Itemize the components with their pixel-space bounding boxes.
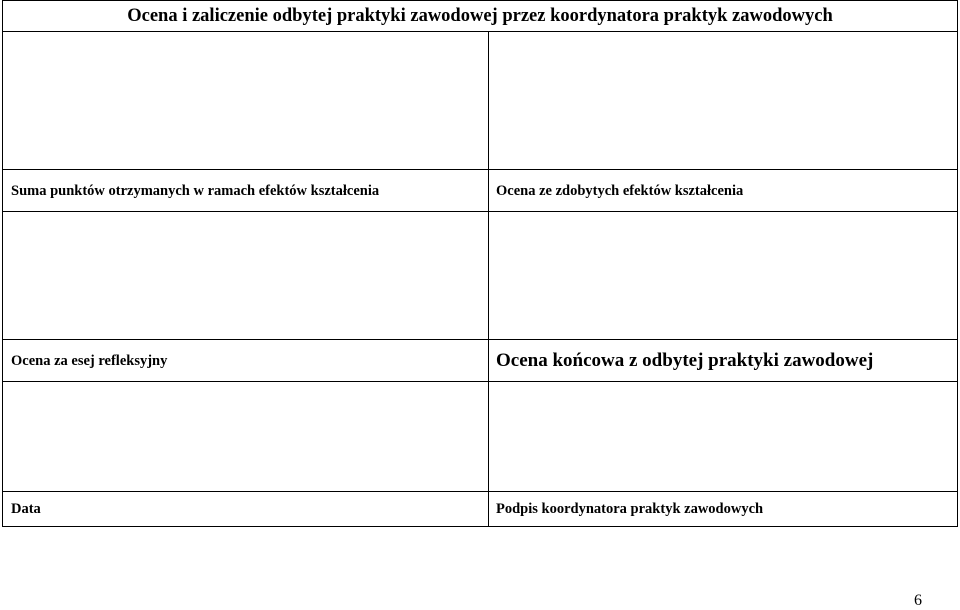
evaluation-form-table xyxy=(2,0,958,527)
essay-grade-label: Ocena za esej refleksyjny xyxy=(11,353,168,369)
row-divider xyxy=(3,211,957,212)
row-divider xyxy=(3,381,957,382)
grade-outcomes-label: Ocena ze zdobytych efektów kształcenia xyxy=(496,183,744,199)
coordinator-signature-label: Podpis koordynatora praktyk zawodowych xyxy=(496,501,764,517)
form-title: Ocena i zaliczenie odbytej praktyki zawodowej przez koordynatora praktyk zawodowych xyxy=(3,1,957,32)
row-divider xyxy=(3,491,957,492)
points-sum-label: Suma punktów otrzymanych w ramach efektów kształcenia xyxy=(11,183,380,199)
row-divider xyxy=(3,169,957,170)
date-label: Data xyxy=(11,501,41,517)
column-divider xyxy=(488,32,489,527)
row-divider xyxy=(3,339,957,340)
final-grade-label: Ocena końcowa z odbytej praktyki zawodowej xyxy=(496,350,874,371)
page-number: 6 xyxy=(914,592,922,609)
